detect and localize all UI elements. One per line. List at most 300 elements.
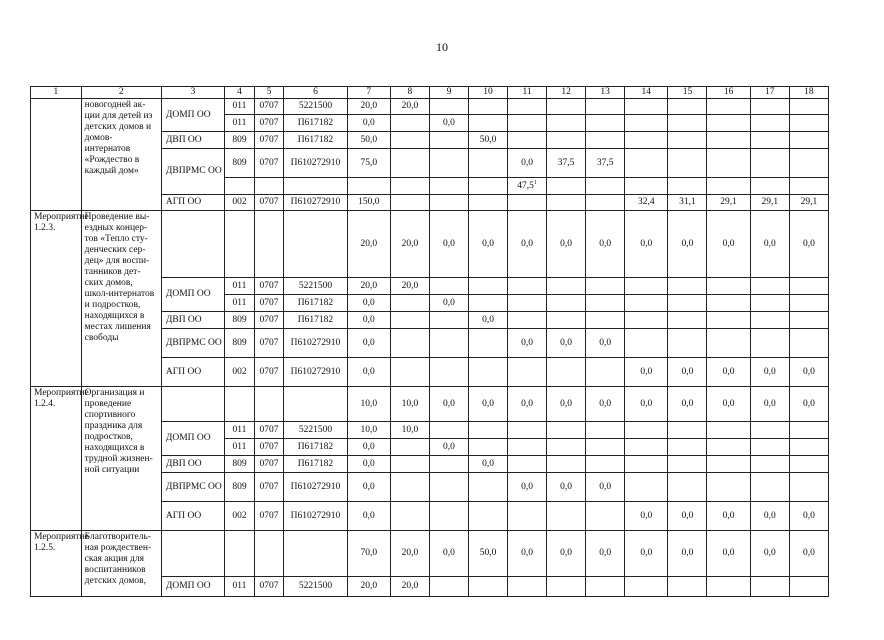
table-cell bbox=[789, 422, 828, 439]
column-header: 18 bbox=[789, 87, 828, 99]
event-description: Проведение вы- ездных концер- тов «Тепло сту- денческих сер- дец» для воспи- танников дет- ских домов, школ-интернатов и подростков, находящихся в местах лишения свободы bbox=[81, 211, 161, 387]
column-header: 8 bbox=[390, 87, 429, 99]
table-cell bbox=[468, 502, 507, 531]
table-cell bbox=[468, 178, 507, 195]
column-header: 1 bbox=[31, 87, 82, 99]
total-cell: 0,0 bbox=[468, 211, 507, 278]
column-header: 13 bbox=[586, 87, 625, 99]
table-cell bbox=[707, 149, 750, 178]
total-cell: 20,0 bbox=[347, 211, 390, 278]
source-cell: ДВПРМС ОО bbox=[161, 329, 224, 358]
total-cell: 10,0 bbox=[347, 387, 390, 422]
table-cell bbox=[586, 115, 625, 132]
table-cell: 0707 bbox=[254, 99, 284, 115]
table-cell bbox=[668, 456, 707, 473]
table-cell: 0707 bbox=[254, 358, 284, 387]
table-cell bbox=[750, 577, 789, 597]
table-cell bbox=[789, 132, 828, 149]
table-cell: 20,0 bbox=[347, 577, 390, 597]
table-cell bbox=[668, 577, 707, 597]
total-cell: 0,0 bbox=[547, 387, 586, 422]
table-cell: 0707 bbox=[254, 149, 284, 178]
table-cell: 809 bbox=[225, 132, 255, 149]
source-cell: ДВП ОО bbox=[161, 456, 224, 473]
event-description: Организация и проведение спортивного праздника для подростков, находящихся в трудной жизнен- ной ситуации bbox=[81, 387, 161, 531]
table-cell: 0,0 bbox=[429, 115, 468, 132]
table-cell bbox=[547, 178, 586, 195]
source-cell: АГП ОО bbox=[161, 195, 224, 211]
total-cell: 0,0 bbox=[586, 211, 625, 278]
table-cell: 002 bbox=[225, 502, 255, 531]
table-cell: 0,0 bbox=[508, 473, 547, 502]
table-cell bbox=[586, 439, 625, 456]
column-header: 9 bbox=[429, 87, 468, 99]
table-cell bbox=[586, 178, 625, 195]
table-cell bbox=[508, 132, 547, 149]
table-cell: П617182 bbox=[284, 312, 347, 329]
table-cell bbox=[429, 456, 468, 473]
table-cell bbox=[547, 99, 586, 115]
table-cell bbox=[468, 115, 507, 132]
column-header: 14 bbox=[625, 87, 668, 99]
source-cell: ДВПРМС ОО bbox=[161, 473, 224, 502]
source-cell: ДВП ОО bbox=[161, 132, 224, 149]
table-cell: П610272910 bbox=[284, 473, 347, 502]
table-cell bbox=[254, 387, 284, 422]
table-cell: 0,0 bbox=[668, 358, 707, 387]
table-cell: 0,0 bbox=[429, 439, 468, 456]
table-cell bbox=[429, 358, 468, 387]
table-cell bbox=[429, 329, 468, 358]
table-cell bbox=[586, 502, 625, 531]
table-cell bbox=[390, 115, 429, 132]
table-cell bbox=[508, 278, 547, 295]
table-cell: 0707 bbox=[254, 195, 284, 211]
table-cell bbox=[750, 473, 789, 502]
source-cell: АГП ОО bbox=[161, 358, 224, 387]
table-cell bbox=[547, 358, 586, 387]
table-cell: 32,4 bbox=[625, 195, 668, 211]
total-cell: 0,0 bbox=[508, 531, 547, 577]
table-cell bbox=[468, 473, 507, 502]
table-cell bbox=[390, 178, 429, 195]
table-cell: 0707 bbox=[254, 115, 284, 132]
table-cell bbox=[161, 211, 224, 278]
table-cell bbox=[390, 456, 429, 473]
event-name: Мероприятие 1.2.5. bbox=[31, 531, 82, 597]
source-cell: ДВПРМС ОО bbox=[161, 149, 224, 195]
table-cell bbox=[284, 211, 347, 278]
table-cell: 011 bbox=[225, 422, 255, 439]
table-cell: 0,0 bbox=[707, 502, 750, 531]
table-cell bbox=[508, 99, 547, 115]
table-cell: 0,0 bbox=[547, 329, 586, 358]
total-cell: 0,0 bbox=[789, 211, 828, 278]
total-cell: 0,0 bbox=[625, 531, 668, 577]
table-cell: 0,0 bbox=[707, 358, 750, 387]
total-cell: 0,0 bbox=[707, 531, 750, 577]
table-cell bbox=[707, 329, 750, 358]
event-description: новогодней ак- ции для детей из детских домов и домов- интернатов «Рождество в каждый дом» bbox=[81, 99, 161, 211]
table-cell: 0,0 bbox=[547, 473, 586, 502]
table-cell: 0,0 bbox=[789, 502, 828, 531]
table-cell bbox=[707, 278, 750, 295]
table-cell: 10,0 bbox=[347, 422, 390, 439]
table-cell: 20,0 bbox=[347, 99, 390, 115]
source-cell: АГП ОО bbox=[161, 502, 224, 531]
table-cell bbox=[547, 132, 586, 149]
column-header: 15 bbox=[668, 87, 707, 99]
table-cell bbox=[429, 149, 468, 178]
table-cell: 50,0 bbox=[347, 132, 390, 149]
table-cell bbox=[707, 115, 750, 132]
table-cell: 011 bbox=[225, 439, 255, 456]
table-cell: 150,0 bbox=[347, 195, 390, 211]
table-cell bbox=[707, 132, 750, 149]
total-cell: 0,0 bbox=[789, 387, 828, 422]
table-cell bbox=[586, 422, 625, 439]
total-cell: 0,0 bbox=[789, 531, 828, 577]
table-cell bbox=[789, 115, 828, 132]
table-cell bbox=[625, 295, 668, 312]
table-cell bbox=[225, 178, 255, 195]
table-cell: П617182 bbox=[284, 439, 347, 456]
table-cell bbox=[668, 473, 707, 502]
table-cell: 0,0 bbox=[347, 329, 390, 358]
table-cell bbox=[468, 278, 507, 295]
table-cell bbox=[625, 439, 668, 456]
total-cell: 0,0 bbox=[707, 387, 750, 422]
table-cell bbox=[547, 502, 586, 531]
table-cell: 011 bbox=[225, 99, 255, 115]
column-header: 11 bbox=[508, 87, 547, 99]
table-cell bbox=[468, 577, 507, 597]
table-cell bbox=[429, 278, 468, 295]
total-cell: 0,0 bbox=[586, 531, 625, 577]
table-cell: 0707 bbox=[254, 473, 284, 502]
table-cell: 0707 bbox=[254, 295, 284, 312]
table-cell bbox=[750, 456, 789, 473]
table-cell bbox=[390, 502, 429, 531]
table-cell bbox=[625, 456, 668, 473]
table-cell: 29,1 bbox=[707, 195, 750, 211]
table-cell bbox=[750, 295, 789, 312]
table-cell bbox=[668, 439, 707, 456]
table-cell bbox=[429, 99, 468, 115]
table-cell bbox=[508, 358, 547, 387]
table-cell bbox=[586, 456, 625, 473]
table-cell bbox=[547, 312, 586, 329]
column-header: 10 bbox=[468, 87, 507, 99]
total-cell: 0,0 bbox=[429, 387, 468, 422]
table-cell: 0,0 bbox=[347, 456, 390, 473]
total-cell: 0,0 bbox=[750, 211, 789, 278]
table-cell bbox=[707, 473, 750, 502]
table-cell: 75,0 bbox=[347, 149, 390, 178]
table-cell: 0,0 bbox=[625, 358, 668, 387]
table-cell: 37,5 bbox=[547, 149, 586, 178]
table-cell bbox=[508, 312, 547, 329]
table-cell: 809 bbox=[225, 149, 255, 178]
table-cell bbox=[625, 422, 668, 439]
table-cell: 0,0 bbox=[429, 295, 468, 312]
table-cell bbox=[586, 99, 625, 115]
table-cell bbox=[508, 577, 547, 597]
table-cell: 0,0 bbox=[586, 329, 625, 358]
table-cell: 0,0 bbox=[508, 149, 547, 178]
table-cell bbox=[225, 387, 255, 422]
table-cell bbox=[750, 149, 789, 178]
table-cell bbox=[750, 115, 789, 132]
table-cell bbox=[586, 195, 625, 211]
table-cell bbox=[429, 473, 468, 502]
table-cell bbox=[707, 422, 750, 439]
total-cell: 0,0 bbox=[547, 211, 586, 278]
table-cell: 20,0 bbox=[390, 577, 429, 597]
table-cell bbox=[586, 295, 625, 312]
table-cell: 0707 bbox=[254, 312, 284, 329]
table-cell bbox=[789, 456, 828, 473]
table-cell bbox=[625, 149, 668, 178]
table-cell bbox=[789, 577, 828, 597]
table-cell: 29,1 bbox=[750, 195, 789, 211]
table-cell: П610272910 bbox=[284, 149, 347, 178]
table-cell bbox=[707, 295, 750, 312]
table-cell bbox=[390, 295, 429, 312]
table-cell bbox=[254, 211, 284, 278]
table-cell bbox=[586, 312, 625, 329]
table-cell bbox=[390, 149, 429, 178]
source-cell: ДОМП ОО bbox=[161, 278, 224, 312]
table-cell bbox=[789, 178, 828, 195]
table-cell bbox=[390, 312, 429, 329]
table-cell bbox=[668, 149, 707, 178]
table-cell bbox=[625, 278, 668, 295]
table-cell bbox=[254, 531, 284, 577]
table-cell: 5221500 bbox=[284, 278, 347, 295]
table-cell: 0,0 bbox=[347, 115, 390, 132]
footnote-mark: 1 bbox=[533, 179, 537, 186]
header-row bbox=[31, 87, 829, 99]
table-cell: 0,0 bbox=[508, 329, 547, 358]
total-cell: 0,0 bbox=[707, 211, 750, 278]
table-cell: 0,0 bbox=[468, 312, 507, 329]
table-cell bbox=[468, 329, 507, 358]
table-cell: 0707 bbox=[254, 577, 284, 597]
table-cell bbox=[429, 312, 468, 329]
table-cell bbox=[429, 195, 468, 211]
source-cell: ДОМП ОО bbox=[161, 99, 224, 132]
table-cell bbox=[707, 456, 750, 473]
table-cell: 47,5$^1$ bbox=[508, 178, 547, 195]
table-cell bbox=[789, 278, 828, 295]
table-cell: П617182 bbox=[284, 295, 347, 312]
total-cell: 0,0 bbox=[468, 387, 507, 422]
table-cell: П617182 bbox=[284, 115, 347, 132]
table-cell: 0707 bbox=[254, 278, 284, 295]
table-cell bbox=[586, 358, 625, 387]
total-cell: 0,0 bbox=[625, 211, 668, 278]
total-cell: 0,0 bbox=[586, 387, 625, 422]
table-cell bbox=[390, 329, 429, 358]
table-cell bbox=[789, 329, 828, 358]
column-header: 3 bbox=[161, 87, 224, 99]
table-cell: 0,0 bbox=[668, 502, 707, 531]
table-cell: 0,0 bbox=[468, 456, 507, 473]
column-header: 7 bbox=[347, 87, 390, 99]
table-cell: П610272910 bbox=[284, 195, 347, 211]
table-cell bbox=[508, 195, 547, 211]
table-cell: 0,0 bbox=[586, 473, 625, 502]
page-number: 10 bbox=[436, 40, 448, 54]
table-cell bbox=[707, 178, 750, 195]
table-cell: 0707 bbox=[254, 329, 284, 358]
table-cell: 0,0 bbox=[347, 312, 390, 329]
table-cell bbox=[508, 456, 547, 473]
table-cell: 011 bbox=[225, 577, 255, 597]
table-cell: 31,1 bbox=[668, 195, 707, 211]
total-cell: 0,0 bbox=[668, 531, 707, 577]
table-cell bbox=[468, 149, 507, 178]
table-cell bbox=[508, 295, 547, 312]
table-cell: 0,0 bbox=[347, 473, 390, 502]
total-cell: 0,0 bbox=[750, 387, 789, 422]
table-cell: 5221500 bbox=[284, 422, 347, 439]
table-cell bbox=[547, 422, 586, 439]
table-cell: 0,0 bbox=[347, 502, 390, 531]
source-cell: ДОМП ОО bbox=[161, 422, 224, 456]
table-cell bbox=[347, 178, 390, 195]
table-cell bbox=[750, 99, 789, 115]
table-cell bbox=[789, 473, 828, 502]
total-cell: 0,0 bbox=[429, 531, 468, 577]
column-header: 17 bbox=[750, 87, 789, 99]
source-cell: ДВП ОО bbox=[161, 312, 224, 329]
table-cell bbox=[161, 387, 224, 422]
table-cell bbox=[625, 178, 668, 195]
event-name: Мероприятие 1.2.3. bbox=[31, 211, 82, 387]
table-cell bbox=[390, 132, 429, 149]
table-cell bbox=[750, 422, 789, 439]
table-cell bbox=[254, 178, 284, 195]
table-cell bbox=[508, 422, 547, 439]
table-cell bbox=[225, 211, 255, 278]
table-cell: 0707 bbox=[254, 439, 284, 456]
table-cell: 0707 bbox=[254, 456, 284, 473]
table-cell bbox=[750, 178, 789, 195]
table-cell: 809 bbox=[225, 329, 255, 358]
table-cell: 0,0 bbox=[347, 295, 390, 312]
table-cell bbox=[468, 422, 507, 439]
table-cell bbox=[789, 99, 828, 115]
total-cell: 10,0 bbox=[390, 387, 429, 422]
table-cell bbox=[547, 295, 586, 312]
table-cell bbox=[429, 502, 468, 531]
table-cell bbox=[429, 178, 468, 195]
event-description: Благотворитель- ная рождествен- ская акция для воспитанников детских домов, bbox=[81, 531, 161, 597]
table-cell bbox=[508, 115, 547, 132]
table-cell bbox=[625, 329, 668, 358]
table-cell: 0,0 bbox=[750, 358, 789, 387]
table-cell: 809 bbox=[225, 456, 255, 473]
table-cell bbox=[668, 312, 707, 329]
total-cell: 0,0 bbox=[668, 211, 707, 278]
table-cell bbox=[668, 278, 707, 295]
total-cell: 0,0 bbox=[508, 387, 547, 422]
table-cell bbox=[750, 278, 789, 295]
table-cell bbox=[429, 422, 468, 439]
column-header: 2 bbox=[81, 87, 161, 99]
table-cell bbox=[284, 178, 347, 195]
table-cell bbox=[468, 358, 507, 387]
table-cell bbox=[547, 577, 586, 597]
source-cell: ДОМП ОО bbox=[161, 577, 224, 597]
table-cell bbox=[508, 502, 547, 531]
table-cell: 0,0 bbox=[789, 358, 828, 387]
table-cell bbox=[750, 329, 789, 358]
table-cell bbox=[625, 132, 668, 149]
table-cell bbox=[390, 439, 429, 456]
table-cell bbox=[429, 132, 468, 149]
total-cell: 0,0 bbox=[668, 387, 707, 422]
table-cell bbox=[625, 99, 668, 115]
table-cell: 0,0 bbox=[750, 502, 789, 531]
total-cell: 0,0 bbox=[547, 531, 586, 577]
table-cell bbox=[586, 132, 625, 149]
table-cell: П610272910 bbox=[284, 329, 347, 358]
table-cell bbox=[668, 329, 707, 358]
table-cell bbox=[625, 473, 668, 502]
table-cell bbox=[390, 195, 429, 211]
table-cell bbox=[508, 439, 547, 456]
table-cell: 011 bbox=[225, 115, 255, 132]
table-cell: 011 bbox=[225, 278, 255, 295]
total-cell: 70,0 bbox=[347, 531, 390, 577]
table-cell: 5221500 bbox=[284, 577, 347, 597]
column-header: 4 bbox=[225, 87, 255, 99]
table-cell bbox=[547, 278, 586, 295]
table-cell bbox=[225, 531, 255, 577]
table-cell: 37,5 bbox=[586, 149, 625, 178]
table-cell bbox=[668, 132, 707, 149]
total-cell: 0,0 bbox=[429, 211, 468, 278]
table-cell bbox=[750, 439, 789, 456]
table-cell bbox=[468, 99, 507, 115]
table-cell bbox=[284, 531, 347, 577]
table-cell bbox=[547, 439, 586, 456]
table-cell: 50,0 bbox=[468, 132, 507, 149]
table-cell bbox=[468, 195, 507, 211]
total-cell: 0,0 bbox=[750, 531, 789, 577]
table-cell bbox=[707, 99, 750, 115]
table-cell bbox=[707, 577, 750, 597]
table-cell: 0707 bbox=[254, 502, 284, 531]
table-cell: 0,0 bbox=[347, 358, 390, 387]
table-cell bbox=[789, 295, 828, 312]
table-cell bbox=[161, 531, 224, 577]
table-cell bbox=[625, 115, 668, 132]
table-cell: 0707 bbox=[254, 132, 284, 149]
table-cell bbox=[789, 312, 828, 329]
table-cell bbox=[707, 439, 750, 456]
total-cell: 0,0 bbox=[625, 387, 668, 422]
table-cell: 20,0 bbox=[347, 278, 390, 295]
table-cell bbox=[547, 115, 586, 132]
table-cell bbox=[390, 473, 429, 502]
total-cell: 0,0 bbox=[508, 211, 547, 278]
table-cell: П610272910 bbox=[284, 502, 347, 531]
table-cell bbox=[668, 115, 707, 132]
